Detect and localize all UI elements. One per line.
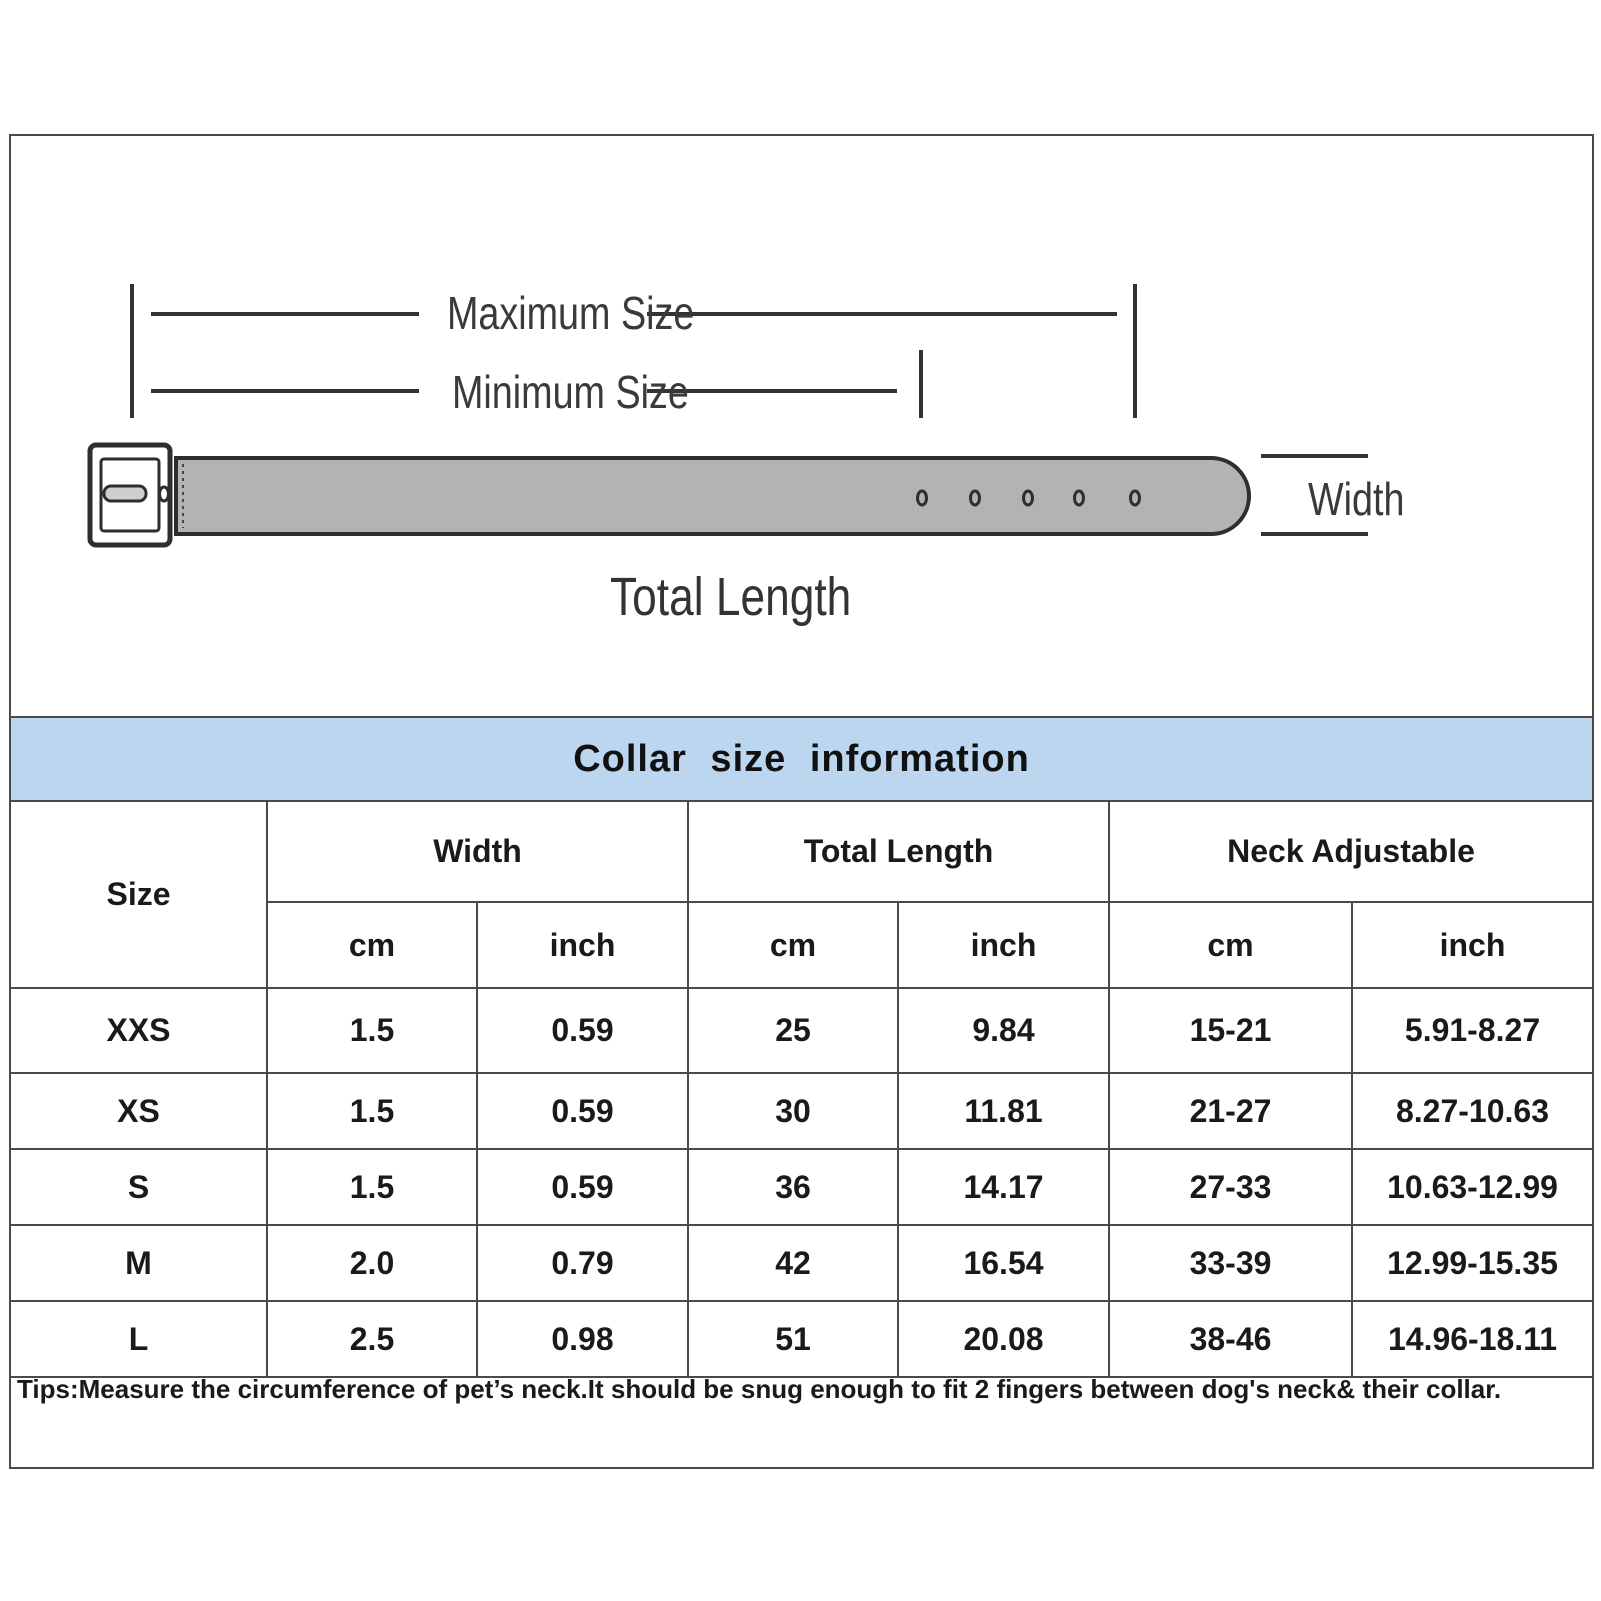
neck-adjustable-header: Neck Adjustable bbox=[1109, 802, 1592, 902]
table-cell: 0.79 bbox=[477, 1225, 688, 1301]
collar-diagram-graphic bbox=[11, 136, 1592, 716]
table-cell: 38-46 bbox=[1109, 1301, 1352, 1377]
table-cell: 1.5 bbox=[267, 988, 477, 1073]
size-chart-frame bbox=[9, 134, 1594, 1469]
table-cell: 20.08 bbox=[898, 1301, 1109, 1377]
table-cell: 5.91-8.27 bbox=[1352, 988, 1592, 1073]
unit-header: cm bbox=[688, 902, 898, 988]
size-cell: M bbox=[11, 1225, 267, 1301]
table-row bbox=[11, 1149, 1592, 1225]
collar-strap bbox=[176, 458, 1249, 534]
buckle-prong bbox=[104, 486, 146, 501]
width-label: Width bbox=[1308, 473, 1405, 525]
size-cell: L bbox=[11, 1301, 267, 1377]
table-cell: 51 bbox=[688, 1301, 898, 1377]
table-cell: 0.59 bbox=[477, 1149, 688, 1225]
table-cell: 15-21 bbox=[1109, 988, 1352, 1073]
collar-size-table bbox=[11, 802, 1592, 1378]
table-cell: 33-39 bbox=[1109, 1225, 1352, 1301]
width-header: Width bbox=[267, 802, 688, 902]
size-cell: S bbox=[11, 1149, 267, 1225]
table-cell: 14.17 bbox=[898, 1149, 1109, 1225]
total-length-label: Total Length bbox=[610, 567, 852, 627]
table-cell: 14.96-18.11 bbox=[1352, 1301, 1592, 1377]
table-cell: 10.63-12.99 bbox=[1352, 1149, 1592, 1225]
minimum-size-label: Minimum Size bbox=[452, 366, 689, 418]
table-cell: 0.59 bbox=[477, 1073, 688, 1149]
size-cell: XS bbox=[11, 1073, 267, 1149]
maximum-size-label: Maximum Size bbox=[447, 287, 695, 339]
table-cell: 0.59 bbox=[477, 988, 688, 1073]
table-cell: 36 bbox=[688, 1149, 898, 1225]
table-cell: 1.5 bbox=[267, 1149, 477, 1225]
table-row bbox=[11, 1073, 1592, 1149]
table-cell: 2.5 bbox=[267, 1301, 477, 1377]
unit-header: inch bbox=[477, 902, 688, 988]
table-title-bar bbox=[11, 716, 1592, 802]
table-row bbox=[11, 1301, 1592, 1377]
unit-header: cm bbox=[1109, 902, 1352, 988]
table-cell: 0.98 bbox=[477, 1301, 688, 1377]
total-length-header: Total Length bbox=[688, 802, 1109, 902]
table-cell: 12.99-15.35 bbox=[1352, 1225, 1592, 1301]
table-cell: 25 bbox=[688, 988, 898, 1073]
table-row bbox=[11, 988, 1592, 1073]
table-row bbox=[11, 1225, 1592, 1301]
collar-diagram bbox=[11, 136, 1592, 716]
table-cell: 1.5 bbox=[267, 1073, 477, 1149]
tips-text: Tips:Measure the circumference of pet’s neck.It should be snug enough to fit 2 fingers between dog's neck& their collar. bbox=[17, 1374, 1502, 1404]
table-cell: 11.81 bbox=[898, 1073, 1109, 1149]
table-cell: 8.27-10.63 bbox=[1352, 1073, 1592, 1149]
table-title: Collar size information bbox=[573, 737, 1030, 780]
unit-header: inch bbox=[898, 902, 1109, 988]
unit-header: inch bbox=[1352, 902, 1592, 988]
table-cell: 16.54 bbox=[898, 1225, 1109, 1301]
table-cell: 27-33 bbox=[1109, 1149, 1352, 1225]
size-header: Size bbox=[11, 802, 267, 988]
table-cell: 30 bbox=[688, 1073, 898, 1149]
table-cell: 2.0 bbox=[267, 1225, 477, 1301]
buckle-hole bbox=[160, 487, 169, 501]
unit-header: cm bbox=[267, 902, 477, 988]
table-cell: 42 bbox=[688, 1225, 898, 1301]
table-cell: 9.84 bbox=[898, 988, 1109, 1073]
table-cell: 21-27 bbox=[1109, 1073, 1352, 1149]
size-cell: XXS bbox=[11, 988, 267, 1073]
